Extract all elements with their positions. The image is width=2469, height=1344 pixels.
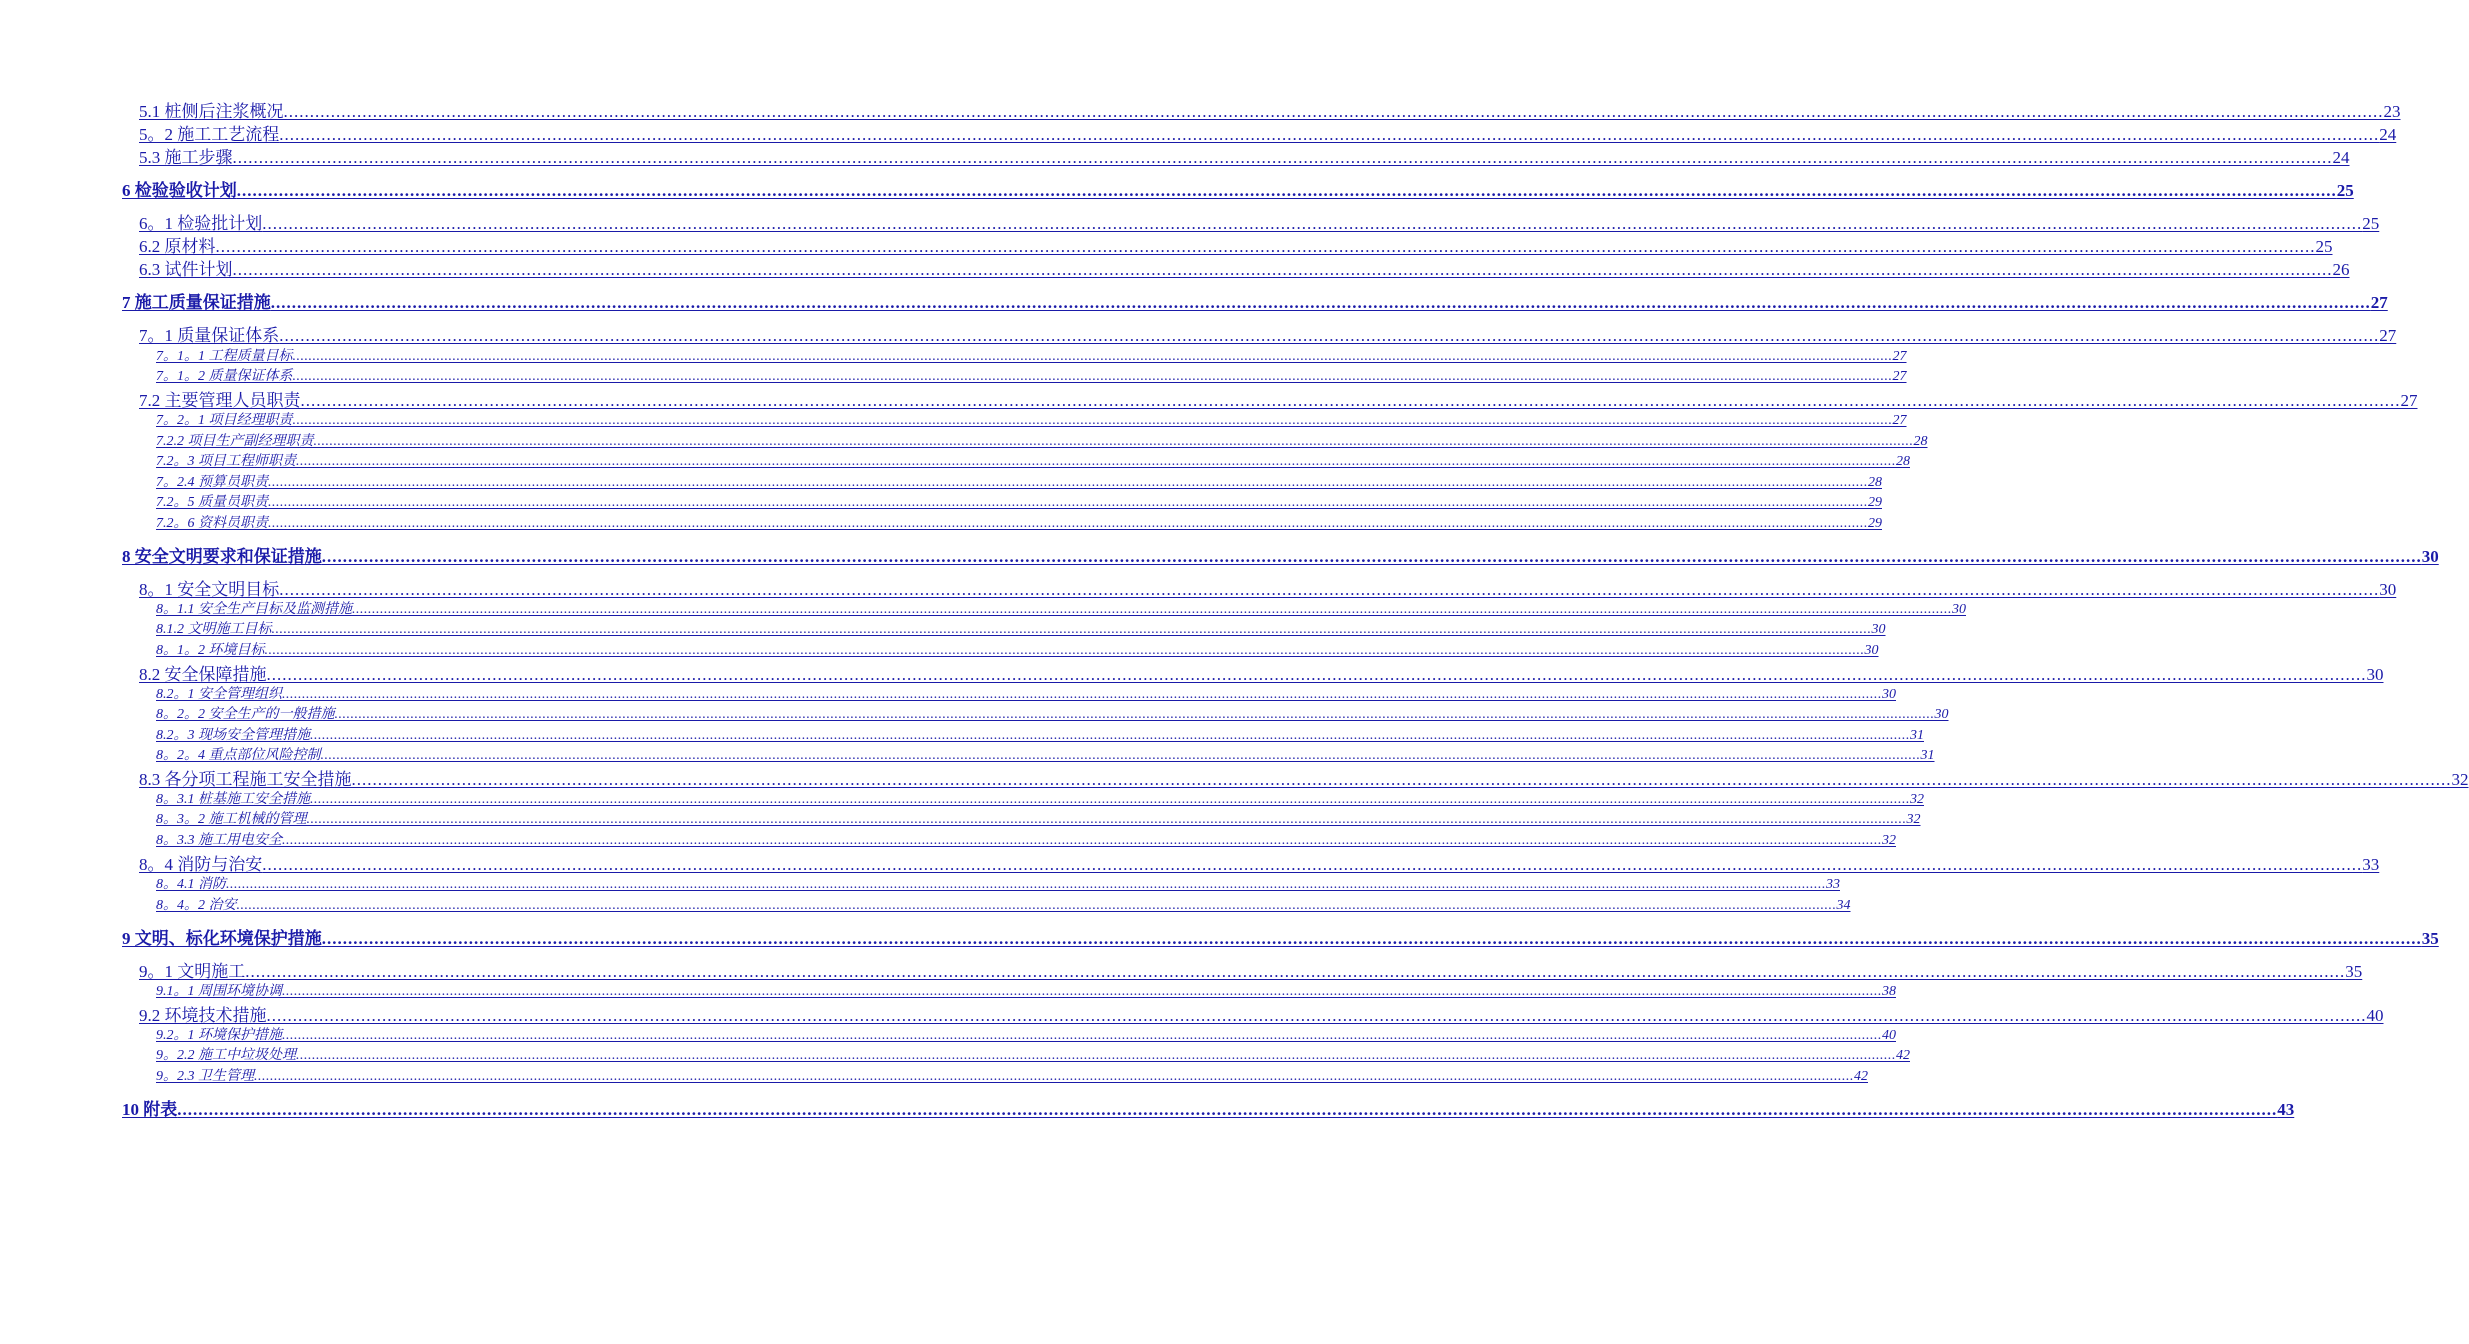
toc-page-number: 27 [1892, 369, 1907, 384]
toc-entry-5-1[interactable] [139, 102, 2401, 121]
dot-leader: ................................................................................................................................................................................................................................................................................................................................................................................................................ [300, 391, 2401, 410]
toc-title: 9。2.2 施工中垃圾处理 [156, 1048, 296, 1063]
toc-page-number: 35 [2345, 962, 2363, 981]
dot-leader: ................................................................................................................................................................................................................................................................................................................................................................................................................ [334, 707, 1935, 722]
toc-page-number: 30 [2366, 665, 2384, 684]
toc-entry-10[interactable] [122, 1100, 2295, 1119]
toc-entry-7-2-3[interactable] [156, 454, 1910, 469]
toc-title: 8。3.3 施工用电安全 [156, 833, 282, 848]
toc-title: 10 附表 [122, 1100, 178, 1119]
toc-entry-6-3[interactable] [139, 260, 2350, 279]
toc-entry-8-2-3[interactable] [156, 728, 1924, 743]
toc-page-number: 30 [1864, 643, 1879, 658]
toc-entry-7-2-2[interactable] [156, 434, 1928, 449]
toc-title: 8。3。2 施工机械的管理 [156, 812, 307, 827]
toc-entry-8-1-3[interactable] [156, 643, 1879, 658]
toc-page-number: 31 [1910, 728, 1924, 743]
toc-page-number: 33 [2362, 855, 2380, 874]
toc-title: 6。1 检验批计划 [139, 214, 263, 233]
dot-leader: ................................................................................................................................................................................................................................................................................................................................................................................................................ [226, 877, 1826, 892]
toc-entry-5-3[interactable] [139, 148, 2350, 167]
toc-entry-9-2[interactable] [139, 1006, 2384, 1025]
toc-title: 9。2.3 卫生管理 [156, 1069, 254, 1084]
toc-title: 9.2 环境技术措施 [139, 1006, 267, 1025]
toc-entry-9-2-1[interactable] [156, 1028, 1896, 1043]
toc-entry-8-1-2[interactable] [156, 622, 1886, 637]
toc-entry-8-3[interactable] [139, 770, 2469, 789]
toc-page-number: 40 [2366, 1006, 2384, 1025]
toc-page-number: 32 [1882, 833, 1896, 848]
dot-leader: ................................................................................................................................................................................................................................................................................................................................................................................................................ [268, 495, 1868, 510]
dot-leader: ................................................................................................................................................................................................................................................................................................................................................................................................................ [292, 349, 1893, 364]
toc-page-number: 27 [2400, 391, 2418, 410]
toc-title: 7。1。1 工程质量目标 [156, 349, 293, 364]
toc-entry-6[interactable] [122, 181, 2354, 200]
dot-leader: ................................................................................................................................................................................................................................................................................................................................................................................................................ [321, 929, 2422, 948]
toc-entry-6-2[interactable] [139, 237, 2333, 256]
dot-leader: ................................................................................................................................................................................................................................................................................................................................................................................................................ [177, 1100, 2278, 1119]
toc-title: 8。2。4 重点部位风险控制 [156, 748, 321, 763]
toc-page-number: 24 [2379, 125, 2397, 144]
toc-entry-5-2[interactable] [139, 125, 2397, 144]
toc-page-number: 33 [1826, 877, 1840, 892]
dot-leader: ................................................................................................................................................................................................................................................................................................................................................................................................................ [282, 833, 1882, 848]
toc-entry-8-3-1[interactable] [156, 792, 1924, 807]
toc-title: 5.3 施工步骤 [139, 148, 233, 167]
toc-page-number: 27 [2379, 326, 2397, 345]
toc-page-number: 23 [2383, 102, 2401, 121]
dot-leader: ................................................................................................................................................................................................................................................................................................................................................................................................................ [270, 293, 2371, 312]
toc-page-number: 28 [1896, 454, 1910, 469]
toc-title: 8。4 消防与治安 [139, 855, 263, 874]
toc-title: 9。1 文明施工 [139, 962, 246, 981]
toc-page-number: 29 [1868, 516, 1882, 531]
toc-page-number: 32 [1906, 812, 1921, 827]
toc-page-number: 25 [2362, 214, 2380, 233]
toc-page-number: 32 [1910, 792, 1924, 807]
toc-entry-9-1[interactable] [139, 962, 2363, 981]
toc-title: 9 文明、标化环境保护措施 [122, 929, 322, 948]
toc-page-number: 30 [1882, 687, 1896, 702]
toc-entry-8-1[interactable] [139, 580, 2397, 599]
toc-entry-9[interactable] [122, 929, 2439, 948]
toc-page-number: 30 [2379, 580, 2397, 599]
dot-leader: ................................................................................................................................................................................................................................................................................................................................................................................................................ [310, 792, 1910, 807]
toc-page-number: 31 [1920, 748, 1935, 763]
toc-page-number: 27 [1892, 413, 1907, 428]
toc-title: 7。2.4 预算员职责 [156, 475, 268, 490]
dot-leader: ................................................................................................................................................................................................................................................................................................................................................................................................................ [279, 326, 2380, 345]
toc-entry-7-2-1[interactable] [156, 413, 1907, 428]
toc-title: 7 施工质量保证措施 [122, 293, 271, 312]
toc-entry-8-1-1[interactable] [156, 602, 1966, 617]
toc-title: 8.3 各分项工程施工安全措施 [139, 770, 352, 789]
toc-entry-8-2-4[interactable] [156, 748, 1935, 763]
toc-title: 7.2。3 项目工程师职责 [156, 454, 296, 469]
toc-page-number: 25 [2336, 181, 2354, 200]
toc-entry-8-2-1[interactable] [156, 687, 1896, 702]
toc-entry-8[interactable] [122, 547, 2439, 566]
toc-page-number: 35 [2421, 929, 2439, 948]
toc-page-number: 27 [2370, 293, 2388, 312]
toc-title: 8.1.2 文明施工目标 [156, 622, 272, 637]
toc-entry-6-1[interactable] [139, 214, 2380, 233]
toc-page-number: 30 [2421, 547, 2439, 566]
toc-entry-9-2-2[interactable] [156, 1048, 1910, 1063]
toc-title: 5。2 施工工艺流程 [139, 125, 280, 144]
toc-title: 6.2 原材料 [139, 237, 216, 256]
dot-leader: ................................................................................................................................................................................................................................................................................................................................................................................................................ [351, 770, 2452, 789]
dot-leader: ................................................................................................................................................................................................................................................................................................................................................................................................................ [352, 602, 1952, 617]
dot-leader: ................................................................................................................................................................................................................................................................................................................................................................................................................ [279, 580, 2380, 599]
toc-entry-7[interactable] [122, 293, 2388, 312]
toc-title: 9.1。1 周围环境协调 [156, 984, 282, 999]
dot-leader: ................................................................................................................................................................................................................................................................................................................................................................................................................ [264, 643, 1865, 658]
dot-leader: ................................................................................................................................................................................................................................................................................................................................................................................................................ [282, 984, 1882, 999]
toc-page-number: 25 [2315, 237, 2333, 256]
dot-leader: ................................................................................................................................................................................................................................................................................................................................................................................................................ [266, 665, 2367, 684]
toc-page-number: 42 [1854, 1069, 1868, 1084]
toc-title: 9.2。1 环境保护措施 [156, 1028, 282, 1043]
dot-leader: ................................................................................................................................................................................................................................................................................................................................................................................................................ [215, 237, 2316, 256]
dot-leader: ................................................................................................................................................................................................................................................................................................................................................................................................................ [292, 369, 1893, 384]
toc-page-number: 38 [1882, 984, 1896, 999]
dot-leader: ................................................................................................................................................................................................................................................................................................................................................................................................................ [292, 413, 1893, 428]
toc-title: 8。4。2 治安 [156, 898, 237, 913]
dot-leader: ................................................................................................................................................................................................................................................................................................................................................................................................................ [245, 962, 2346, 981]
toc-page-number: 26 [2332, 260, 2350, 279]
toc-entry-7-2-6[interactable] [156, 516, 1882, 531]
toc-entry-9-2-3[interactable] [156, 1069, 1868, 1084]
toc-entry-8-3-2[interactable] [156, 812, 1921, 827]
toc-title: 7。1 质量保证体系 [139, 326, 280, 345]
dot-leader: ................................................................................................................................................................................................................................................................................................................................................................................................................ [268, 475, 1868, 490]
toc-entry-7-2-4[interactable] [156, 475, 1882, 490]
toc-title: 7。2。1 项目经理职责 [156, 413, 293, 428]
toc-page-number: 30 [1934, 707, 1949, 722]
toc-title: 7.2。6 资料员职责 [156, 516, 268, 531]
toc-title: 5.1 桩侧后注浆概况 [139, 102, 284, 121]
toc-title: 7.2。5 质量员职责 [156, 495, 268, 510]
dot-leader: ................................................................................................................................................................................................................................................................................................................................................................................................................ [232, 260, 2333, 279]
toc-title: 7.2.2 项目生产副经理职责 [156, 434, 314, 449]
toc-title: 7。1。2 质量保证体系 [156, 369, 293, 384]
dot-leader: ................................................................................................................................................................................................................................................................................................................................................................................................................ [271, 622, 1872, 637]
toc-entry-7-2[interactable] [139, 391, 2418, 410]
toc-page-number: 29 [1868, 495, 1882, 510]
dot-leader: ................................................................................................................................................................................................................................................................................................................................................................................................................ [283, 102, 2384, 121]
toc-title: 8.2 安全保障措施 [139, 665, 267, 684]
dot-leader: ................................................................................................................................................................................................................................................................................................................................................................................................................ [262, 214, 2363, 233]
toc-entry-8-3-3[interactable] [156, 833, 1896, 848]
toc-title: 8.2。3 现场安全管理措施 [156, 728, 310, 743]
toc-page-number: 27 [1892, 349, 1907, 364]
toc-entry-7-1-2[interactable] [156, 369, 1907, 384]
toc-entry-7-1-1[interactable] [156, 349, 1907, 364]
dot-leader: ................................................................................................................................................................................................................................................................................................................................................................................................................ [320, 748, 1921, 763]
toc-title: 8。1。2 环境目标 [156, 643, 265, 658]
toc-entry-8-4[interactable] [139, 855, 2380, 874]
toc-title: 8。2。2 安全生产的一般措施 [156, 707, 335, 722]
toc-entry-7-2-5[interactable] [156, 495, 1882, 510]
dot-leader: ................................................................................................................................................................................................................................................................................................................................................................................................................ [282, 1028, 1882, 1043]
dot-leader: ................................................................................................................................................................................................................................................................................................................................................................................................................ [236, 181, 2337, 200]
toc-title: 8。1.1 安全生产目标及监测措施 [156, 602, 352, 617]
toc-page-number: 24 [2332, 148, 2350, 167]
toc-title: 6.3 试件计划 [139, 260, 233, 279]
toc-entry-8-2-2[interactable] [156, 707, 1949, 722]
dot-leader: ................................................................................................................................................................................................................................................................................................................................................................................................................ [306, 812, 1907, 827]
toc-page-number: 40 [1882, 1028, 1896, 1043]
dot-leader: ................................................................................................................................................................................................................................................................................................................................................................................................................ [236, 898, 1837, 913]
dot-leader: ................................................................................................................................................................................................................................................................................................................................................................................................................ [279, 125, 2380, 144]
toc-page-number: 28 [1913, 434, 1928, 449]
toc-title: 8 安全文明要求和保证措施 [122, 547, 322, 566]
dot-leader: ................................................................................................................................................................................................................................................................................................................................................................................................................ [266, 1006, 2367, 1025]
toc-entry-8-4-1[interactable] [156, 877, 1840, 892]
toc-entry-8-2[interactable] [139, 665, 2384, 684]
toc-title: 8。1 安全文明目标 [139, 580, 280, 599]
dot-leader: ................................................................................................................................................................................................................................................................................................................................................................................................................ [254, 1069, 1854, 1084]
toc-entry-8-4-2[interactable] [156, 898, 1851, 913]
toc-page-number: 43 [2277, 1100, 2295, 1119]
toc-title: 7.2 主要管理人员职责 [139, 391, 301, 410]
toc-page-number: 42 [1896, 1048, 1910, 1063]
toc-title: 6 检验验收计划 [122, 181, 237, 200]
toc-page-number: 34 [1836, 898, 1851, 913]
dot-leader: ................................................................................................................................................................................................................................................................................................................................................................................................................ [310, 728, 1910, 743]
toc-title: 8。4.1 消防 [156, 877, 226, 892]
toc-title: 8.2。1 安全管理组织 [156, 687, 282, 702]
toc-entry-9-1-1[interactable] [156, 984, 1896, 999]
toc-title: 8。3.1 桩基施工安全措施 [156, 792, 310, 807]
dot-leader: ................................................................................................................................................................................................................................................................................................................................................................................................................ [296, 454, 1896, 469]
toc-page-number: 28 [1868, 475, 1882, 490]
toc-page-number: 32 [2451, 770, 2469, 789]
toc-page-number: 30 [1952, 602, 1966, 617]
dot-leader: ................................................................................................................................................................................................................................................................................................................................................................................................................ [321, 547, 2422, 566]
dot-leader: ................................................................................................................................................................................................................................................................................................................................................................................................................ [296, 1048, 1896, 1063]
dot-leader: ................................................................................................................................................................................................................................................................................................................................................................................................................ [262, 855, 2363, 874]
dot-leader: ................................................................................................................................................................................................................................................................................................................................................................................................................ [232, 148, 2333, 167]
toc-page-number: 30 [1871, 622, 1886, 637]
dot-leader: ................................................................................................................................................................................................................................................................................................................................................................................................................ [313, 434, 1914, 449]
dot-leader: ................................................................................................................................................................................................................................................................................................................................................................................................................ [282, 687, 1882, 702]
toc-entry-7-1[interactable] [139, 326, 2397, 345]
dot-leader: ................................................................................................................................................................................................................................................................................................................................................................................................................ [268, 516, 1868, 531]
